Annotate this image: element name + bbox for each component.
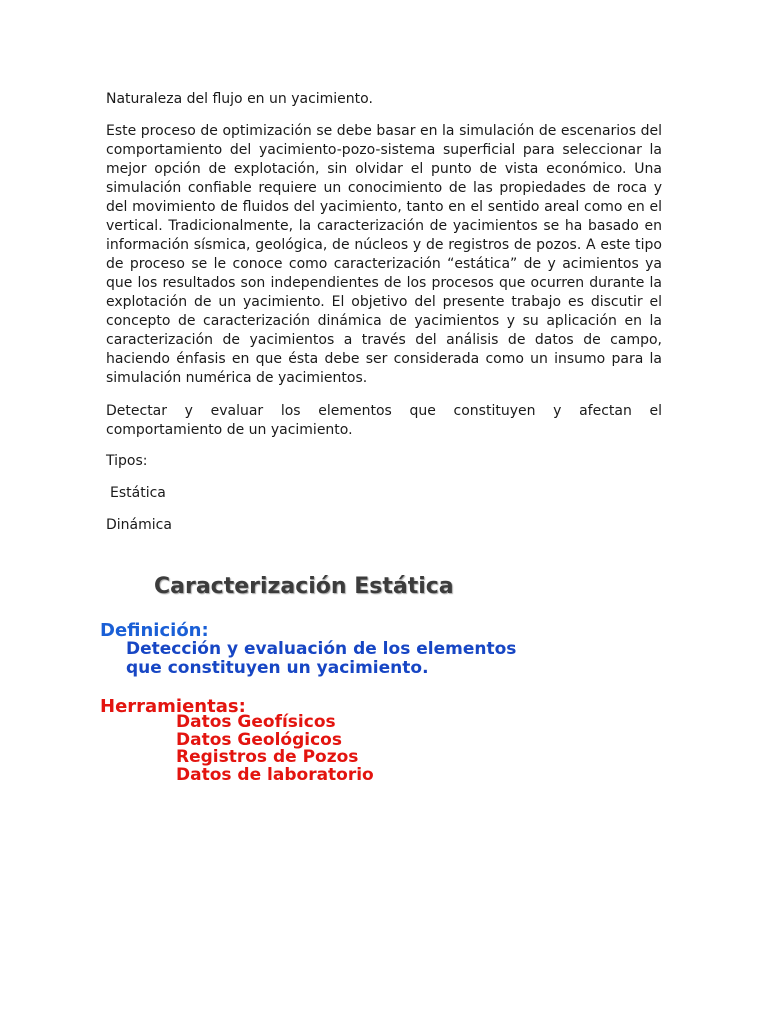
tool-item: Datos Geofísicos [176, 712, 336, 732]
definition-line: Detección y evaluación de los elementos [126, 639, 517, 659]
section-title: Naturaleza del flujo en un yacimiento. [106, 91, 373, 107]
types-label: Tipos: [106, 453, 148, 469]
embedded-slide-image [96, 566, 680, 798]
slide-title: Caracterización Estática [154, 574, 454, 599]
body-paragraph-objective: Detectar y evaluar los elementos que constituyen y afectan el comportamiento de un yacimiento. [106, 403, 662, 438]
definition-label: Definición: [100, 620, 209, 641]
type-item-dynamic: Dinámica [106, 517, 172, 533]
tools-list [176, 714, 374, 784]
type-item-static: Estática [110, 485, 166, 501]
tool-item: Datos de laboratorio [176, 764, 374, 785]
tool-item: Registros de Pozos [176, 747, 359, 767]
definition-text [126, 640, 516, 678]
definition-line: que constituyen un yacimiento. [126, 658, 429, 678]
tools-label: Herramientas: [100, 696, 246, 717]
body-paragraph: Este proceso de optimización se debe basar en la simulación de escenarios del comportamiento del yacimiento-pozo-sistema superficial para seleccionar la mejor opción de explotación, sin olvidar el punto de vista económico. Una simulación confiable requiere un conocimiento de las propiedades de roca y del movimiento de fluidos del yacimiento, tanto en el sentido areal como en el vertical. Tradicionalmente, la caracterización de yacimientos se ha basado en información sísmica, geológica, de núcleos y de registros de pozos. A este tipo de proceso se le conoce como caracterización “estática” de y acimientos ya que los resultados son independientes de los procesos que ocurren durante la explotación de un yacimiento. El objetivo del presente trabajo es discutir el concepto de caracterización dinámica de yacimientos y su aplicación en la caracterización de yacimientos a través del análisis de datos de campo, haciendo énfasis en que ésta debe ser considerada como un insumo para la simulación numérica de yacimientos. [106, 123, 662, 386]
tool-item: Datos Geológicos [176, 729, 342, 750]
